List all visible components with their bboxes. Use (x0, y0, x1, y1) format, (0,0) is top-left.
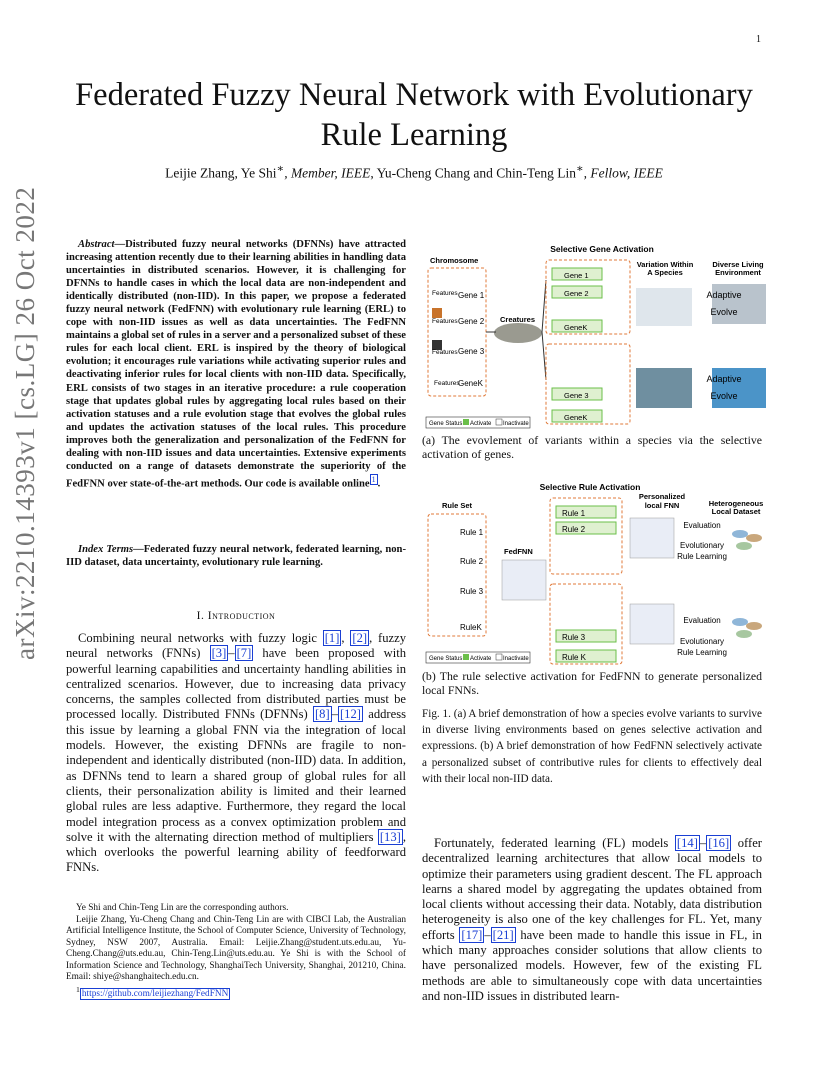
gene-label: Gene 2 (564, 289, 589, 298)
features-label: Features (432, 290, 458, 297)
fig-b-caption: (b) The rule selective activation for FedFNN to generate personalized local FNNs. (422, 669, 762, 697)
creatures-label: Creatures (500, 315, 536, 324)
text: have been made to handle this issue in FL, in which many approaches consider solutions that allow clients to have personalized models. However, few of the existing FL methods are able to simultaneously cope with data uncertainties and non-IID issues in distributed learn- (422, 927, 762, 1003)
text: – (699, 836, 707, 850)
fig-b-title: Selective Rule Activation (539, 482, 641, 492)
text: , which overlooks the powerful learning ability of feedforward FNNs. (66, 829, 406, 875)
gene-swatch (432, 308, 442, 318)
right-paragraph (422, 836, 762, 1004)
figure-caption: Fig. 1. (a) A brief demonstration of how a species evolve variants to survive in diverse living environments based on genes selective activation and expressions. (b) A brief demonstration of how FedFNN selectively activate a personalized subset of contributive rules for clients to effectively deal with their local non-IID data. (422, 708, 762, 785)
citation-link[interactable]: [8] (314, 707, 330, 722)
text: , fuzzy neural networks (FNNs) (66, 631, 407, 661)
abstract (66, 238, 406, 490)
arxiv-stamp: arXiv:2210.14393v1 [cs.LG] 26 Oct 2022 (10, 186, 40, 660)
rule-label: Rule 3 (460, 587, 484, 596)
gene-label: Gene 2 (458, 317, 485, 326)
diverse-label-2: Environment (715, 268, 761, 277)
author-names-2: , Yu-Cheng Chang and Chin-Teng Lin (370, 165, 576, 181)
rule-label: Rule 2 (562, 525, 586, 534)
features-label: Features (434, 380, 460, 387)
citation-link[interactable]: [17] (461, 927, 483, 942)
rule-label: Rule 2 (460, 557, 484, 566)
authors (40, 162, 788, 182)
citation-link[interactable]: [14] (676, 836, 698, 850)
citation-link[interactable]: [3] (211, 646, 227, 661)
abstract-label: Abstract (78, 239, 115, 250)
index-terms (66, 543, 406, 569)
ruleset-label: Rule Set (442, 501, 473, 510)
legend-active: Activate (470, 656, 492, 662)
hetero-label: Heterogeneous (708, 499, 764, 508)
legend-inactive-swatch (496, 419, 502, 425)
legend-inactive: Inactivate (503, 421, 529, 427)
evolutionary-label: Evolutionary (679, 541, 725, 550)
code-link[interactable]: https://github.com/leijiezhang/FedFNN (81, 988, 229, 999)
personalized-label: Personalized (638, 492, 686, 501)
title-line-1: Federated Fuzzy Neural Network with Evolutionary (75, 77, 753, 113)
text: have been proposed with powerful learning capabilities and uncertainty handling abilities in centralized scenarios. However, due to increasing data privacy concerns, the samples collected from distributed parties must be processed locally. Distributed FNNs (DFNNs) (66, 646, 406, 722)
legend-status: Gene Status (429, 656, 463, 662)
footnote-corresponding: Ye Shi and Chin-Teng Lin are the corresponding authors. (76, 903, 289, 913)
chromosome-box (428, 268, 486, 396)
gene-label: Gene 3 (564, 391, 589, 400)
intro-paragraph (66, 631, 406, 876)
legend-active-swatch (463, 654, 469, 660)
rule-label: Rule 1 (460, 528, 484, 537)
legend-inactive-swatch (496, 654, 502, 660)
adaptive-label: Adaptive (706, 290, 742, 300)
author-names-1: Leijie Zhang, Ye Shi (165, 165, 277, 181)
gene-label: Gene 1 (564, 271, 589, 280)
dataset-icons-2 (732, 618, 762, 638)
citation-link[interactable]: [2] (352, 631, 368, 645)
footnote-mark: 1 (76, 984, 80, 994)
variation-label-2: A Species (647, 268, 683, 277)
abstract-text: —Distributed fuzzy neural networks (DFNNs) have attracted increasing attention recently due to their learning abilities in handling data uncertainties in distributed scenarios. However, it is challenging for DFNNs to handle cases in which the local data are non-independent and identically distributed (non-IID). In this paper, we propose a federated fuzzy neural network (FedFNN) with evolutionary rule learning (ERL) to cope with non-IID issues as well as data uncertainties. The FedFNN maintains a global set of rules in a server and a personalized subset of these rules for each local client. ERL is inspired by the theory of biological evolution; it encourages rule variations while activating superior rules and deactivating inferior rules for local clients with non-IID data. Specifically, ERL consists of two stages in an iterative procedure: a rule cooperation stage that updates global rules by aggregating local rules based on their activation statuses and a rule evolution stage that evolves the global rules and updates the activation statuses of the local rules. This procedure improves both the generalization and personalization of the FedFNN for dealing with non-IID issues and data uncertainties. Extensive experiments conducted on a range of datasets demonstrate the superiority of the FedFNN over state-of-the-art methods. Our code is available online (66, 239, 406, 490)
arrow (542, 280, 546, 332)
personalized-label-2: local FNN (644, 501, 680, 510)
citation-link[interactable]: [16] (708, 836, 730, 850)
rulelearning-label: Rule Learning (677, 648, 727, 657)
legend-active-swatch (463, 419, 469, 425)
text: – (484, 927, 491, 942)
rule-label: Rule K (562, 653, 587, 662)
footnotes (66, 903, 406, 1000)
legend-active: Activate (470, 421, 492, 427)
page-number: 1 (756, 34, 761, 45)
text: offer decentralized learning architectures that allow local models to optimize their parameters using gradient descent. The FL approach learns a shared model by aggregating the updates obtained from local clients without accessing their data. Notably, data distribution heterogeneity is also one of the key challenges for FL. Yet, many efforts (422, 836, 763, 942)
index-terms-label: Index Terms (78, 544, 134, 555)
paper-title (40, 75, 788, 155)
evaluation-label: Evaluation (683, 521, 721, 530)
hetero-label-2: Local Dataset (711, 507, 761, 516)
corresponding-mark: ∗ (575, 163, 584, 175)
title-line-2: Rule Learning (320, 117, 508, 153)
local-fnn-2 (630, 604, 674, 644)
chromosome-genes (432, 290, 485, 388)
corresponding-mark: ∗ (276, 163, 285, 175)
section-heading: I. Introduction (196, 610, 276, 622)
citation-link[interactable]: [12] (339, 707, 361, 722)
citation-link[interactable]: [1] (324, 631, 340, 645)
footnote-link[interactable]: 1 (371, 474, 376, 484)
fig-a-title: Selective Gene Activation (550, 244, 654, 254)
citation-link[interactable]: [21] (492, 927, 514, 942)
text: – (331, 707, 338, 722)
evolutionary-label: Evolutionary (679, 637, 725, 646)
dataset-icons-1 (732, 530, 762, 550)
text: Combining neural networks with fuzzy logic (78, 631, 323, 645)
chromosome-label: Chromosome (430, 256, 479, 265)
fig-a-caption: (a) The evovlement of variants within a species via the selective activation of genes. (422, 433, 762, 461)
citation-link[interactable]: [13] (379, 829, 401, 844)
evolve-label: Evolve (710, 391, 738, 401)
fedfnn-network (502, 560, 546, 600)
seal-image-2 (636, 368, 692, 408)
abstract-end: . (377, 478, 381, 490)
evaluation-label: Evaluation (683, 616, 721, 625)
gene-label: GeneK (564, 323, 588, 332)
features-label: Features (432, 349, 458, 356)
seal-image-1 (636, 288, 692, 326)
text: – (228, 646, 235, 661)
footnote-affiliations: Leijie Zhang, Yu-Cheng Chang and Chin-Teng Lin are with CIBCI Lab, the Australian Artificial Intelligence Institute, the School of Computer Science, University of Technology, Sydney, NSW 2007, Australia. Email: Leijie.Zhang@student.uts.edu.au, Yu-Cheng.Chang@uts.edu.au, Chin-Teng.Lin@uts.edu.au. Ye Shi is with the School of Information Science and Technology, ShanghaiTech University, Shanghai, 201210, China. Email: shiye@shanghaitech.edu.cn. (66, 914, 406, 982)
gene-label: Gene 1 (458, 291, 485, 300)
text: , (341, 631, 351, 645)
fellow-title: , Fellow, IEEE (583, 165, 663, 181)
rule-label: RuleK (460, 623, 482, 632)
diverse-label: Diverse Living (712, 260, 764, 269)
legend-inactive: Inactivate (503, 656, 529, 662)
text: Fortunately, federated learning (FL) models (434, 836, 675, 850)
ruleset-rules (460, 528, 484, 632)
rule-label: Rule 1 (562, 509, 586, 518)
rule-label: Rule 3 (562, 633, 586, 642)
gene-label: Gene 3 (458, 347, 485, 356)
fedfnn-label: FedFNN (504, 547, 533, 556)
creature-image (494, 323, 542, 343)
gene-label: GeneK (564, 413, 588, 422)
legend-status: Gene Status (429, 421, 463, 427)
adaptive-label: Adaptive (706, 374, 742, 384)
evolve-label: Evolve (710, 307, 738, 317)
citation-link[interactable]: [7] (236, 646, 252, 661)
arrow (542, 332, 546, 380)
figure-b (422, 478, 772, 666)
index-terms-text: —Federated fuzzy neural network, federated learning, non-IID dataset, data uncertainty, evolutionary rule learning. (66, 544, 406, 569)
rulelearning-label: Rule Learning (677, 552, 727, 561)
variation-label: Variation Within (636, 260, 694, 269)
features-label: Features (432, 318, 458, 325)
gene-label: GeneK (458, 379, 483, 388)
footnote-code (66, 984, 406, 1001)
figure-a (422, 240, 772, 430)
local-fnn-1 (630, 518, 674, 558)
variant-genes (552, 268, 602, 422)
member-title: , Member, IEEE (284, 165, 371, 181)
text: address this issue by learning a global FNN via the integration of local models. However, the existing DFNNs are fragile to non-independent and identically distributed (non-IID) data. In addition, as DFNNs tend to learn a shared group of global rules for all clients, their personalization ability is limited and their learned global rules are less adaptive. Furthermore, they regard the local model integration process as a convex optimization problem and solve it with the alternating direction method of multipliers (66, 707, 406, 844)
